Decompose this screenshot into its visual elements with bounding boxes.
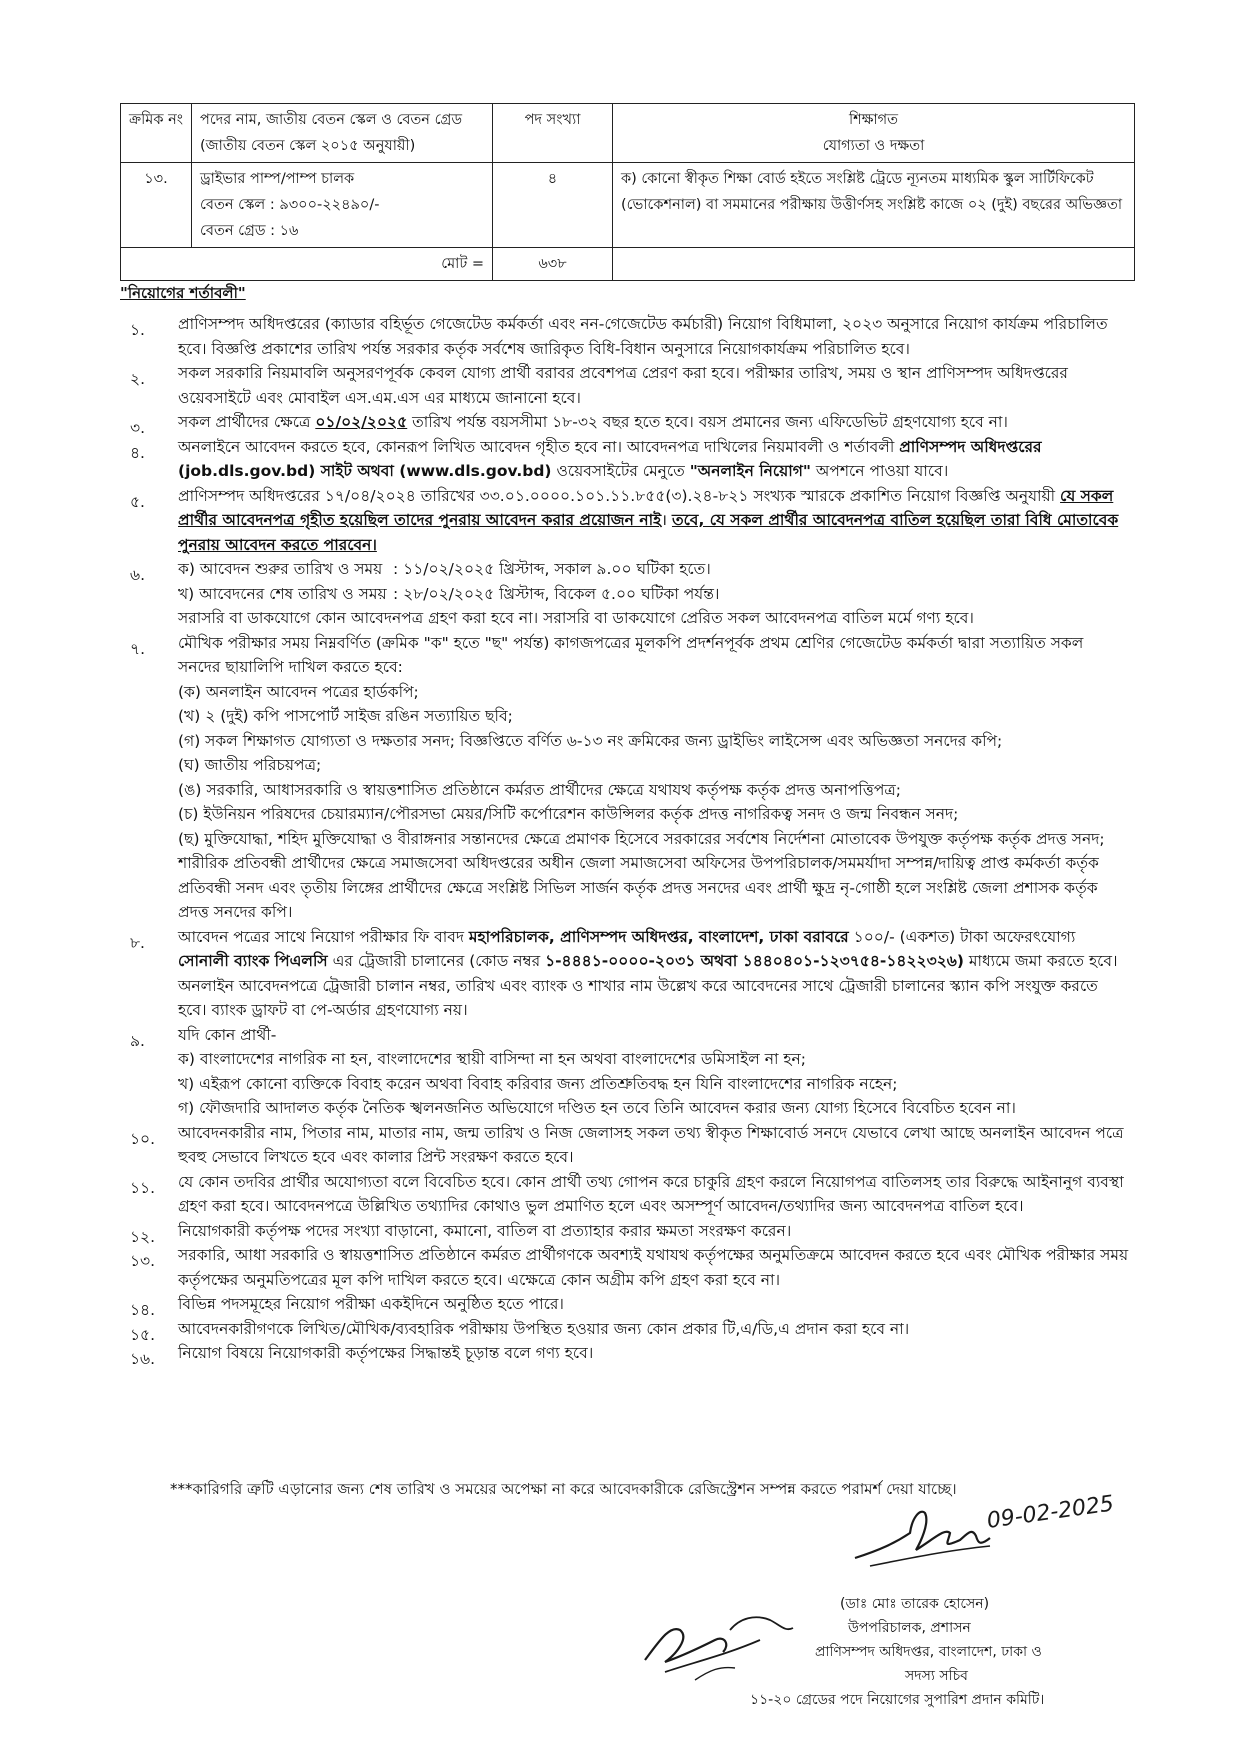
conditions-heading: "নিয়োগের শর্তাবলী" — [120, 284, 246, 302]
clause-9 — [120, 1023, 1130, 1121]
bank-name: সোনালী ব্যাংক পিএলসি — [178, 952, 328, 970]
clause-number: ৭. — [130, 639, 146, 658]
clause-text — [178, 925, 1130, 1023]
clause-number: ৬. — [130, 566, 146, 584]
table-total-row — [121, 248, 1135, 281]
clause-text: আবেদনকারীগণকে লিখিত/মৌখিক/ব্যবহারিক পরীক্ষায় উপস্থিত হওয়ার জন্য কোন প্রকার টি,এ/ডি,এ প্রদান করা হবে না। — [178, 1319, 910, 1338]
clause-text: যে কোন তদবির প্রার্থীর অযোগ্যতা বলে বিবেচিত হবে। কোন প্রার্থী তথ্য গোপন করে চাকুরি গ্রহণ করলে নিয়োগপত্র বাতিলসহ তার বিরুদ্ধে আইনানুগ ব্যবস্থা গ্রহণ করা হবে। আবেদনপত্রে উল্লিখিত তথ্যাদির কোথাও ভুল প্রমাণিত হলে এবং অসম্পূর্ণ আবেদন/তথ্যাদির জন্য আবেদনপত্র বাতিল হবে। — [178, 1172, 1124, 1215]
clause-number: ৪. — [130, 443, 145, 462]
start-label: ক) আবেদন শুরুর তারিখ ও সময় — [178, 560, 383, 578]
row-serial: ১৩. — [121, 163, 192, 248]
clause-number: ১৪. — [130, 1301, 156, 1319]
total-label: মোট = — [121, 248, 493, 281]
clause-number: ১. — [130, 321, 145, 339]
clause-16 — [120, 1341, 1130, 1366]
clause-number: ৮. — [130, 933, 145, 952]
clause-3-pre: সকল প্রার্থীদের ক্ষেত্রে — [178, 413, 316, 431]
clause-4-post: অপশনে পাওয়া যাবে। — [811, 462, 949, 480]
clause-14 — [120, 1292, 1130, 1317]
post-grade: বেতন গ্রেড : ১৬ — [200, 223, 299, 239]
clause-text: নিয়োগকারী কর্তৃপক্ষ পদের সংখ্যা বাড়ানো, কমানো, বাতিল বা প্রত্যাহার করার ক্ষমতা সংরক্ষণ করেন। — [178, 1221, 792, 1240]
header-qualification-line2: যোগ্যতা ও দক্ষতা — [822, 138, 925, 154]
officer-organization: প্রাণিসম্পদ অধিদপ্তর, বাংলাদেশ, ঢাকা ও — [815, 1644, 1042, 1660]
header-post: পদের নাম, জাতীয় বেতন স্কেল ও বেতন গ্রেড (জাতীয় বেতন স্কেল ২০১৫ অনুযায়ী) — [192, 104, 493, 163]
clause-12 — [120, 1219, 1130, 1244]
clause-text — [178, 410, 1130, 435]
clause-7 — [120, 631, 1130, 925]
signature-date: 09-02-2025 — [985, 1491, 1116, 1534]
clause-number: ১৫. — [130, 1325, 156, 1344]
disqualification-item: খ) এইরূপ কোনো ব্যক্তিকে বিবাহ করেন অথবা বিবাহ করিবার জন্য প্রতিশ্রুতিবদ্ধ হন যিনি বাংলাদেশের নাগরিক নহেন; — [178, 1074, 898, 1093]
clause-8-post: মাধ্যমে জমা করতে হবে। অনলাইন আবেদনপত্রে ট্রেজারী চালান নম্বর, তারিখ এবং ব্যাংক ও শাখার নাম উল্লেখ করে আবেদনের সাথে ট্রেজারী চালানের স্ক্যান কপি সংযুক্ত করতে হবে। ব্যাংক ড্রাফট বা পে-অর্ডার গ্রহণযোগ্য নয়। — [178, 952, 1118, 1019]
post-scale: বেতন স্কেল : ৯৩০০-২২৪৯০/- — [200, 197, 380, 213]
row-count: ৪ — [493, 163, 613, 248]
clause-8 — [120, 925, 1130, 1023]
clause-5-bold2: তবে, যে সকল প্রার্থীর আবেদনপত্র বাতিল হয়েছিল তারা বিধি মোতাবেক পুনরায় আবেদন করতে পারবেন। — [178, 511, 1119, 554]
treasury-code: ১-৪৪৪১-০০০০-২০৩১ অথবা ১৪৪০৪০১-১২৩৭৫৪-১৪২২৩২৬) — [545, 952, 964, 970]
clause-5-pre: প্রাণিসম্পদ অধিদপ্তরের ১৭/০৪/২০২৪ তারিখের ৩৩.০১.০০০০.১০১.১১.৮৫৫(৩).২৪-৮২১ সংখ্যক স্মারকে প্রকাশিত নিয়োগ বিজ্ঞপ্তি অনুযায়ী — [178, 486, 1061, 505]
header-qualification-line1: শিক্ষাগত — [848, 112, 899, 128]
document-item: (চ) ইউনিয়ন পরিষদের চেয়ারম্যান/পৌরসভা মেয়র/সিটি কর্পোরেশন কাউন্সিলর কর্তৃক প্রদত্ত নাগরিকত্ব সনদ ও জন্ম নিবন্ধন সনদ; — [178, 805, 959, 823]
clause-3-post: তারিখ পর্যন্ত বয়সসীমা ১৮-৩২ বছর হতে হবে। বয়স প্রমানের জন্য এফিডেভিট গ্রহণযোগ্য হবে না। — [407, 413, 1008, 431]
header-qualification — [613, 104, 1135, 163]
online-recruitment-menu: "অনলাইন নিয়োগ" — [689, 462, 811, 480]
total-value: ৬৩৮ — [493, 248, 613, 281]
table-row — [121, 163, 1135, 248]
clause-text: নিয়োগ বিষয়ে নিয়োগকারী কর্তৃপক্ষের সিদ্ধান্তই চূড়ান্ত বলে গণ্য হবে। — [178, 1344, 594, 1362]
document-item: (ক) অনলাইন আবেদন পত্রের হার্ডকপি; — [178, 682, 419, 701]
age-cutoff-date: ০১/০২/২০২৫ — [315, 413, 408, 431]
document-item: (ছ) মুক্তিযোদ্ধা, শহিদ মুক্তিযোদ্ধা ও বীরাঙ্গনার সন্তানদের ক্ষেত্রে প্রমাণক হিসেবে সরকারের সর্বশেষ নির্দেশনা মোতাবেক উপযুক্ত কর্তৃপক্ষ কর্তৃক প্রদত্ত সনদ; শারীরিক প্রতিবন্ধী প্রার্থীদের ক্ষেত্রে সমাজসেবা অধিদপ্তরের অধীন জেলা সমাজসেবা অফিসের উপপরিচালক/সমমর্যাদা সম্পন্ন/দায়িত্ব প্রাপ্ত কর্মকর্তা কর্তৃক প্রতিবন্ধী সনদ এবং তৃতীয় লিঙ্গের প্রার্থীদের ক্ষেত্রে সংশ্লিষ্ট সিভিল সার্জন কর্তৃক প্রদত্ত সনদের এবং প্রার্থী ক্ষুদ্র নৃ-গোষ্ঠী হলে সংশ্লিষ্ট জেলা প্রশাসক কর্তৃক প্রদত্ত সনদের কপি। — [178, 829, 1105, 921]
clause-9-intro: যদি কোন প্রার্থী- — [178, 1025, 277, 1044]
officer-designation: উপপরিচালক, প্রশাসন — [848, 1620, 971, 1636]
clause-4-pre: অনলাইনে আবেদন করতে হবে, কোনরূপ লিখিত আবেদন গৃহীত হবে না। আবেদনপত্র দাখিলের নিয়মাবলী ও শর্তাবলী — [178, 437, 900, 456]
clause-15 — [120, 1317, 1130, 1342]
clause-number: ৯. — [130, 1031, 145, 1050]
clause-number: ১০. — [130, 1129, 156, 1148]
document-item: (ঙ) সরকারি, আধাসরকারি ও স্বায়ত্তশাসিত প্রতিষ্ঠানে কর্মরত প্রার্থীদের ক্ষেত্রে যথাযথ কর্তৃপক্ষ কর্তৃক প্রদত্ত অনাপত্তিপত্র; — [178, 780, 902, 799]
row-qualification: ক) কোনো স্বীকৃত শিক্ষা বোর্ড হইতে সংশ্লিষ্ট ট্রেডে ন্যূনতম মাধ্যমিক স্কুল সার্টিফিকেট (ভোকেশনাল) বা সমমানের পরীক্ষায় উত্তীর্ণসহ সংশ্লিষ্ট কাজে ০২ (দুই) বছরের অভিজ্ঞতা — [613, 163, 1135, 248]
clause-number: ১৩. — [130, 1252, 156, 1270]
end-value: : ২৮/০২/২০২৫ খ্রিস্টাব্দ, বিকেল ৫.০০ ঘটিকা পর্যন্ত। — [393, 584, 720, 603]
clause-8-mid1: ১০০/- (একশত) টাকা অফেরৎযোগ্য — [848, 927, 1076, 946]
clause-8-pre: আবেদন পত্রের সাথে নিয়োগ পরীক্ষার ফি বাবদ — [178, 927, 469, 946]
post-table — [120, 103, 1135, 281]
start-value: : ১১/০২/২০২৫ খ্রিস্টাব্দ, সকাল ৯.০০ ঘটিকা হতে। — [393, 560, 711, 578]
clause-3 — [120, 410, 1130, 435]
clause-2 — [120, 361, 1130, 410]
clause-text: সকল সরকারি নিয়মাবলি অনুসরণপূর্বক কেবল যোগ্য প্রার্থী বরাবর প্রবেশপত্র প্রেরণ করা হবে। পরীক্ষার তারিখ, সময় ও স্থান প্রাণিসম্পদ অধিদপ্তরের ওয়েবসাইটে এবং মোবাইল এস.এম.এস এর মাধ্যমে জানানো হবে। — [178, 364, 1068, 407]
post-name: ড্রাইভার পাম্প/পাম্প চালক — [200, 171, 355, 187]
clause-1 — [120, 312, 1130, 361]
clause-text: বিভিন্ন পদসমূহের নিয়োগ পরীক্ষা একইদিনে অনুষ্ঠিত হতে পারে। — [178, 1295, 564, 1313]
clause-11 — [120, 1170, 1130, 1219]
clause-number: ১৬. — [130, 1350, 156, 1368]
clause-text: প্রাণিসম্পদ অধিদপ্তরের (ক্যাডার বহির্ভূত গেজেটেড কর্মকর্তা এবং নন-গেজেটেড কর্মচারী) নিয়োগ বিধিমালা, ২০২৩ অনুসারে নিয়োগ কার্যক্রম পরিচালিত হবে। বিজ্ঞপ্তি প্রকাশের তারিখ পর্যন্ত সরকার কর্তৃক সর্বশেষ জারিকৃত বিধি-বিধান অনুসারে নিয়োগকার্যক্রম পরিচালিত হবে। — [178, 315, 1108, 358]
clause-5 — [120, 484, 1130, 558]
header-count: পদ সংখ্যা — [493, 104, 613, 163]
clause-6-note: সরাসরি বা ডাকযোগে কোন আবেদনপত্র গ্রহণ করা হবে না। সরাসরি বা ডাকযোগে প্রেরিত সকল আবেদনপত্র বাতিল মর্মে গণ্য হবে। — [178, 609, 974, 627]
committee-name: ১১-২০ গ্রেডের পদে নিয়োগের সুপারিশ প্রদান কমিটি। — [750, 1692, 1045, 1708]
officer-signature — [850, 1488, 1116, 1578]
table-header-row — [121, 104, 1135, 163]
document-item: (খ) ২ (দুই) কপি পাসপোর্ট সাইজ রঙিন সত্যায়িত ছবি; — [178, 707, 513, 725]
clause-6 — [120, 557, 1130, 631]
clause-4-mid: ওয়েবসাইটের মেনুতে — [551, 462, 690, 480]
clause-number: ১১. — [130, 1178, 156, 1197]
document-item: (ঘ) জাতীয় পরিচয়পত্র; — [178, 756, 322, 774]
clause-text — [178, 557, 1130, 631]
clause-number: ১২. — [130, 1227, 156, 1246]
end-label: খ) আবেদনের শেষ তারিখ ও সময় — [178, 584, 387, 603]
disqualification-item: গ) ফৌজদারি আদালত কর্তৃক নৈতিক স্খলনজনিত অভিযোগে দণ্ডিত হন তবে তিনি আবেদন করার জন্য যোগ্য হিসেবে বিবেচিত হবেন না। — [178, 1099, 1016, 1117]
document-item: (গ) সকল শিক্ষাগত যোগ্যতা ও দক্ষতার সনদ; বিজ্ঞপ্তিতে বর্ণিত ৬-১৩ নং ক্রমিকের জন্য ড্রাইভিং লাইসেন্স এবং অভিজ্ঞতা সনদের কপি; — [178, 731, 1003, 750]
row-post — [192, 163, 493, 248]
clause-text — [178, 1023, 1130, 1121]
application-start — [178, 557, 1130, 582]
officer-committee-role: সদস্য সচিব — [905, 1668, 968, 1684]
clause-text — [178, 631, 1130, 925]
signature-block — [680, 1592, 1130, 1712]
officer-name: (ডাঃ মোঃ তারেক হোসেন) — [840, 1596, 990, 1612]
clause-number: ২. — [130, 370, 146, 388]
clause-13 — [120, 1243, 1130, 1292]
clause-5-bold1: যে সকল প্রার্থীর আবেদনপত্র গৃহীত হয়েছিল তাদের পুনরায় আবেদন করার প্রয়োজন নাই — [178, 486, 1114, 529]
header-serial: ক্রমিক নং — [121, 104, 192, 163]
total-empty-cell — [613, 248, 1135, 281]
clause-text — [178, 484, 1130, 558]
clause-text — [178, 435, 1130, 484]
clause-7-intro: মৌখিক পরীক্ষার সময় নিম্নবর্ণিত (ক্রমিক "ক" হতে "ছ" পর্যন্ত) কাগজপত্রের মূলকপি প্রদর্শনপূর্বক প্রথম শ্রেণির গেজেটেড কর্মকর্তা দ্বারা সত্যায়িত সকল সনদের ছায়ালিপি দাখিল করতে হবে: — [178, 633, 1084, 676]
disqualification-item: ক) বাংলাদেশের নাগরিক না হন, বাংলাদেশের স্থায়ী বাসিন্দা না হন অথবা বাংলাদেশের ডমিসাইল না হন; — [178, 1050, 806, 1068]
clause-5-sep: । — [661, 511, 672, 529]
conditions-list — [120, 312, 1130, 1366]
clause-number: ৩. — [130, 419, 146, 437]
clause-4 — [120, 435, 1130, 484]
clause-10 — [120, 1121, 1130, 1170]
org-name: প্রাণিসম্পদ অধিদপ্তরের — [899, 437, 1042, 456]
clause-8-mid2: এর ট্রেজারী চালানের (কোড নম্বর — [327, 952, 546, 970]
fee-payee: মহাপরিচালক, প্রাণিসম্পদ অধিদপ্তর, বাংলাদেশ, ঢাকা বরাবরে — [468, 927, 849, 946]
clause-text: সরকারি, আধা সরকারি ও স্বায়ত্তশাসিত প্রতিষ্ঠানে কর্মরত প্রার্থীগণকে অবশ্যই যথাযথ কর্তৃপক্ষের অনুমতিক্রমে আবেদন করতে হবে এবং মৌখিক পরীক্ষার সময় কর্তৃপক্ষের অনুমতিপত্রের মূল কপি দাখিল করতে হবে। এক্ষেত্রে কোন অগ্রীম কপি গ্রহণ করা হবে না। — [178, 1246, 1129, 1289]
application-end — [178, 582, 1130, 607]
registration-advice-note: ***কারিগরি ত্রুটি এড়ানোর জন্য শেষ তারিখ ও সময়ের অপেক্ষা না করে আবেদকারীকে রেজিস্ট্রেশন সম্পন্ন করতে পরামর্শ দেয়া যাচ্ছে। — [170, 1480, 957, 1498]
clause-number: ৫. — [130, 492, 145, 511]
clause-text: আবেদনকারীর নাম, পিতার নাম, মাতার নাম, জন্ম তারিখ ও নিজ জেলাসহ সকল তথ্য স্বীকৃত শিক্ষাবোর্ড সনদে যেভাবে লেখা আছে অনলাইন আবেদন পত্রে হুবহু সেভাবে লিখতে হবে এবং কালার প্রিন্ট সংরক্ষণ করতে হবে। — [178, 1123, 1124, 1166]
website-links[interactable]: (job.dls.gov.bd) সাইট অথবা (www.dls.gov.bd) — [178, 462, 552, 480]
